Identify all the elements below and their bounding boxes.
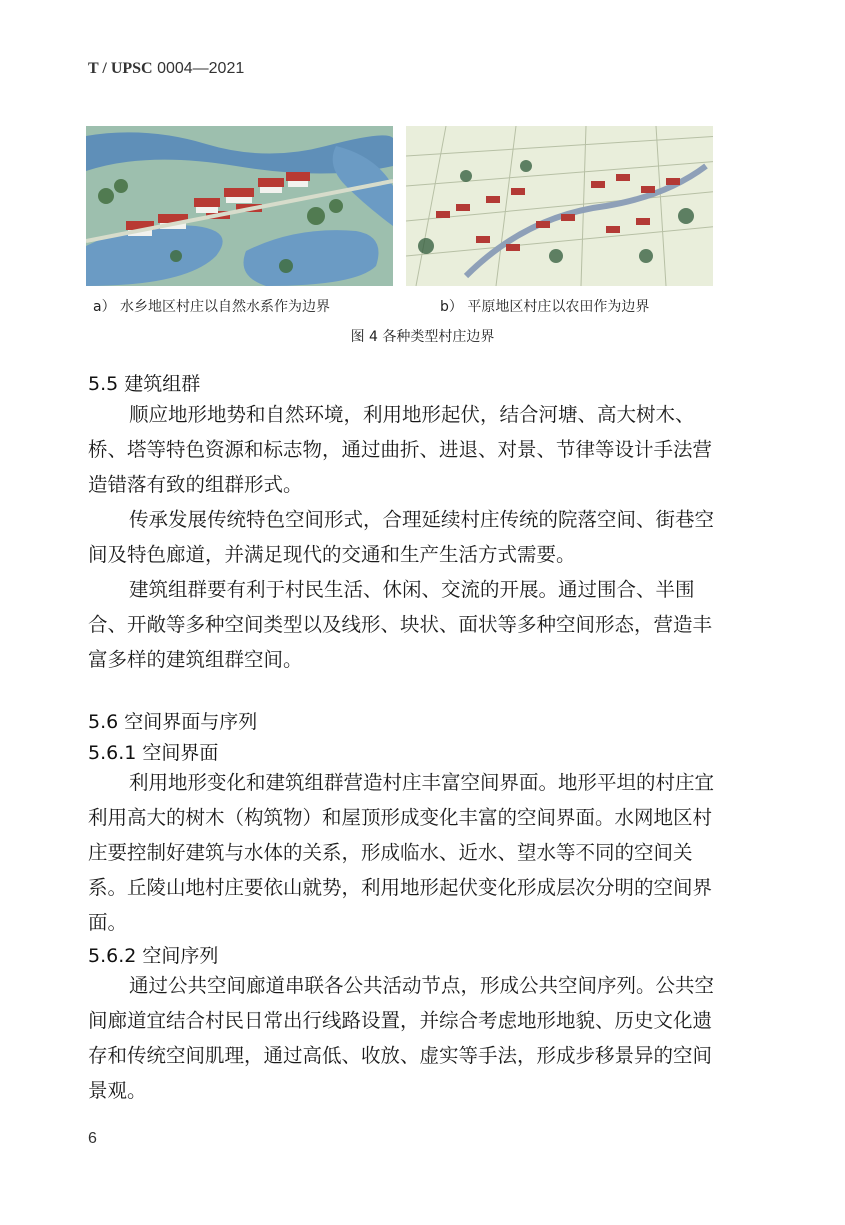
- figure-a-caption: a） 水乡地区村庄以自然水系作为边界: [93, 299, 331, 315]
- section-5-5-paragraph-3: 建筑组群要有利于村民生活、休闲、交流的开展。通过围合、半围合、开敞等多种空间类型以及线形、块状、面状等多种空间形态，营造丰富多样的建筑组群空间。: [88, 578, 713, 671]
- figure-caption: 图 4 各种类型村庄边界: [350, 329, 495, 345]
- page-number: 6: [88, 1130, 97, 1147]
- section-5-6-heading: 5.6 空间界面与序列: [88, 711, 258, 733]
- section-5-6-2-paragraph: 通过公共空间廊道串联各公共活动节点，形成公共空间序列。公共空间廊道宜结合村民日常出行线路设置，并综合考虑地形地貌、历史文化遗存和传统空间肌理，通过高低、收放、虚实等手法，形成步移景异的空间景观。: [88, 974, 715, 1102]
- section-5-6-1-heading: 5.6.1 空间界面: [88, 742, 219, 764]
- section-5-5-heading: 5.5 建筑组群: [88, 373, 201, 395]
- standard-code: T / UPSC 0004—2021: [88, 60, 245, 77]
- section-5-5-paragraph-2: 传承发展传统特色空间形式，合理延续村庄传统的院落空间、街巷空间及特色廊道，并满足现代的交通和生产生活方式需要。: [88, 508, 715, 566]
- section-5-5-paragraph-1: 顺应地形地势和自然环境，利用地形起伏，结合河塘、高大树木、桥、塔等特色资源和标志物，通过曲折、进退、对景、节律等设计手法营造错落有致的组群形式。: [88, 403, 713, 496]
- figure-a-watertown-illustration: [86, 126, 393, 286]
- section-5-6-2-heading: 5.6.2 空间序列: [88, 945, 219, 967]
- figure-b-plain-illustration: [406, 126, 713, 286]
- figure-b-caption: b） 平原地区村庄以农田作为边界: [440, 299, 650, 315]
- section-5-6-1-paragraph: 利用地形变化和建筑组群营造村庄丰富空间界面。地形平坦的村庄宜利用高大的树木（构筑物）和屋顶形成变化丰富的空间界面。水网地区村庄要控制好建筑与水体的关系，形成临水、近水、望水等不同的空间关系。丘陵山地村庄要依山就势，利用地形起伏变化形成层次分明的空间界面。: [88, 771, 715, 934]
